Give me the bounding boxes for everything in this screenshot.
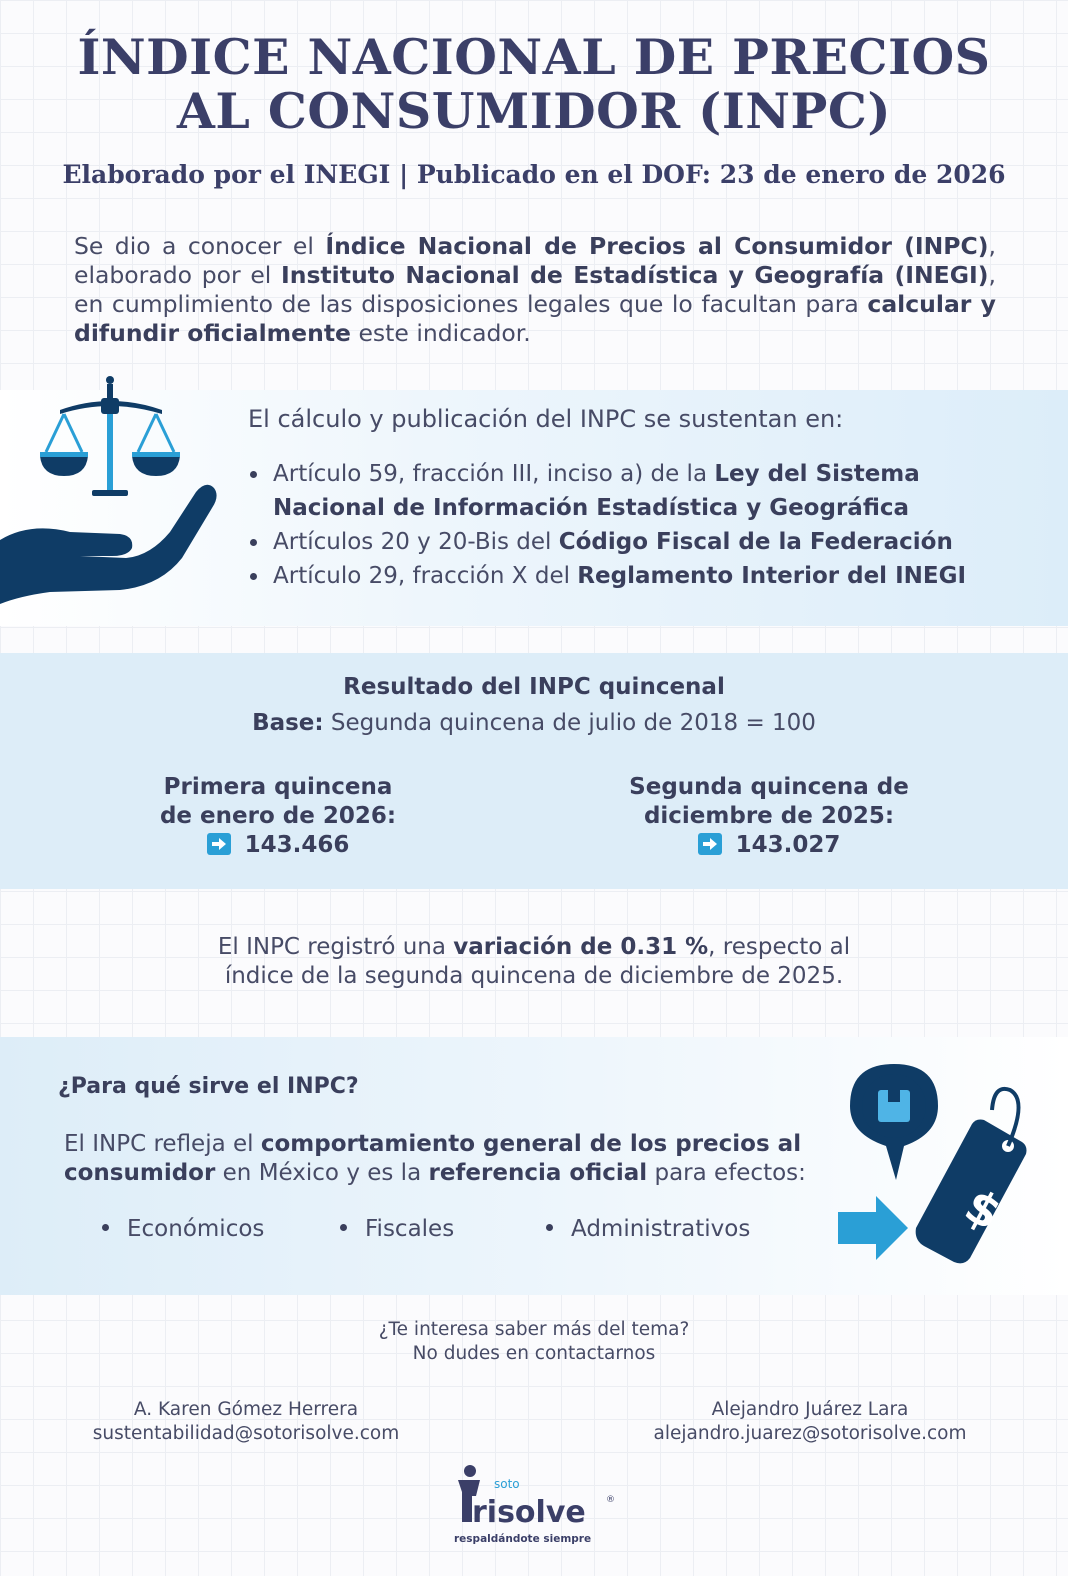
intro-bold-calculate: calcular y difundir oficialmente [74, 290, 996, 347]
contact-person-b [630, 1398, 990, 1446]
legal-item-bold: Nacional de Información Estadística y Geográfica [273, 495, 910, 521]
purpose-text: en México y es la [215, 1160, 429, 1186]
page-title [0, 30, 1068, 138]
sotorisolve-logo [450, 1462, 620, 1552]
legal-item-text: Artículo 59, fracción III, inciso a) de la [273, 461, 715, 487]
intro-bold-inegi: Instituto Nacional de Estadística y Geografía (INEGI) [280, 261, 989, 289]
contact-email[interactable]: sustentabilidad@sotorisolve.com [92, 1423, 400, 1444]
purpose-title: ¿Para qué sirve el INPC? [58, 1074, 359, 1099]
page-subtitle: Elaborado por el INEGI | Publicado en el DOF: 23 de enero de 2026 [62, 160, 1006, 189]
index-value: 143.027 [735, 832, 841, 858]
base-label: Base: [252, 710, 324, 736]
result-base [0, 710, 1068, 736]
variation-text: , respecto al [708, 934, 851, 960]
arrow-right-icon [207, 833, 231, 855]
index-value: 143.466 [244, 832, 350, 858]
price-tag-icon [832, 1060, 1042, 1280]
contact-email[interactable]: alejandro.juarez@sotorisolve.com [653, 1423, 967, 1444]
logo-small-text: soto [494, 1477, 520, 1491]
base-text: Segunda quincena de julio de 2018 = 100 [323, 710, 816, 736]
purpose-paragraph [64, 1130, 834, 1188]
list-item [248, 525, 966, 559]
contact-name: Alejandro Juárez Lara [711, 1399, 909, 1420]
legal-item-text: Artículo 29, fracción X del [273, 563, 578, 589]
arrow-right-icon [698, 833, 722, 855]
svg-text:$: $ [956, 1177, 1011, 1241]
title-line-1: ÍNDICE NACIONAL DE PRECIOS [77, 28, 991, 86]
period-first-jan-2026 [148, 773, 408, 860]
period-label: de enero de 2026: [159, 803, 397, 829]
logo-tagline: respaldándote siempre [454, 1533, 592, 1545]
variation-text: El INPC registró una [217, 934, 454, 960]
justice-scale-hand-icon [0, 372, 230, 604]
logo-main-text: risolve [472, 1495, 586, 1530]
legal-item-text: Artículos 20 y 20-Bis del [273, 529, 559, 555]
contact-person-a [70, 1398, 422, 1446]
contact-question-line: No dudes en contactarnos [412, 1343, 656, 1364]
result-title: Resultado del INPC quincenal [343, 674, 725, 700]
purpose-bold: comportamiento general de los precios al consumidor [64, 1131, 802, 1186]
legal-item-bold: Código Fiscal de la Federación [558, 529, 953, 555]
period-label: diciembre de 2025: [643, 803, 895, 829]
list-item [248, 457, 966, 525]
intro-paragraph [74, 232, 996, 348]
list-item [248, 559, 966, 593]
legal-basis-intro: El cálculo y publicación del INPC se sustentan en: [248, 405, 844, 433]
title-line-2: AL CONSUMIDOR (INPC) [176, 82, 892, 140]
effect-economic: Económicos [102, 1216, 264, 1242]
contact-question [0, 1318, 1068, 1366]
contact-name: A. Karen Gómez Herrera [133, 1399, 359, 1420]
period-second-dec-2025 [610, 773, 928, 860]
purpose-text: El INPC refleja el [64, 1131, 261, 1157]
logo-registered-mark: ® [606, 1495, 615, 1505]
legal-item-bold: Ley del Sistema [714, 461, 920, 487]
intro-text: este indicador. [351, 319, 531, 347]
effect-fiscal: Fiscales [340, 1216, 454, 1242]
variation-text: índice de la segunda quincena de diciembre de 2025. [224, 963, 844, 989]
purpose-text: para efectos: [647, 1160, 806, 1186]
purpose-bold: referencia oficial [428, 1160, 648, 1186]
legal-item-bold: Reglamento Interior del INEGI [577, 563, 967, 589]
variation-value: variación de 0.31 % [453, 934, 709, 960]
intro-text: , en cumplimiento de las disposiciones legales que lo facultan para [74, 261, 996, 318]
intro-bold-inpc: Índice Nacional de Precios al Consumidor (INPC) [325, 232, 989, 260]
intro-text: , elaborado por el [74, 232, 996, 289]
variation-statement [0, 933, 1068, 991]
intro-text: Se dio a conocer el [74, 232, 326, 260]
period-label: Primera quincena [163, 774, 393, 800]
contact-question-line: ¿Te interesa saber más del tema? [378, 1319, 690, 1340]
legal-basis-list [248, 457, 966, 593]
effect-administrative: Administrativos [546, 1216, 750, 1242]
period-label: Segunda quincena de [629, 774, 909, 800]
